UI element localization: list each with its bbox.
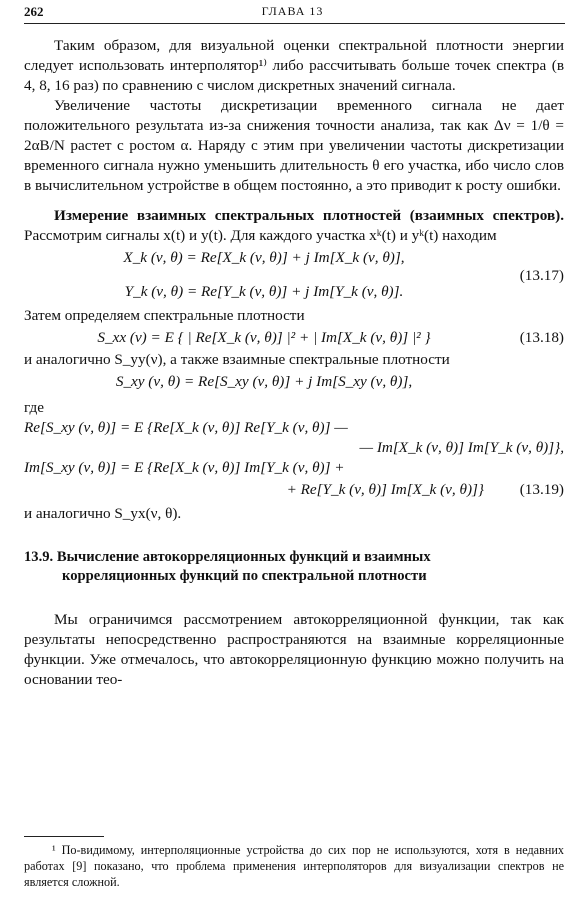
paragraph-5: и аналогично S_yy(ν), а также взаимные спектральные плотности (24, 351, 450, 368)
page-body (24, 36, 564, 690)
section-heading-line-1: 13.9. Вычисление автокорреляционных функций и взаимных (24, 549, 431, 565)
paragraph-3-heading: Измерение взаимных спектральных плотностей (взаимных спектров). (54, 207, 564, 224)
footnote (24, 842, 564, 890)
paragraph-6: где (24, 399, 44, 416)
section-heading (24, 548, 564, 586)
paragraph-1: Таким образом, для визуальной оценки спектральной плотности энергии следует использовать интерполятор¹⁾ либо рассчитывать больше точек спектра (в 4, 8, 16 раз) по сравнению с числом дискретных значений сигнала. (24, 37, 564, 94)
equation-13-18: S_xx (ν) = E { | Re[X_k (ν, θ)] |² + | Im[X_k (ν, θ)] |² } (13.18) (97, 329, 564, 346)
equation-13-19c: Im[S_xy (ν, θ)] = E {Re[X_k (ν, θ)] Im[Y_k (ν, θ)] + (24, 459, 345, 476)
equation-13-19d: + Re[Y_k (ν, θ)] Im[X_k (ν, θ)]} (13.19) (286, 481, 564, 498)
footnote-rule (24, 836, 104, 837)
page-header (24, 4, 561, 22)
section-heading-line-2: корреляционных функций по спектральной плотности (62, 568, 427, 584)
equation-13-19b: — Im[X_k (ν, θ)] Im[Y_k (ν, θ)]}, (359, 439, 564, 456)
equation-13-17b: Y_k (ν, θ) = Re[Y_k (ν, θ)] + j Im[Y_k (ν, θ)]. (124, 283, 404, 300)
equation-13-17a: X_k (ν, θ) = Re[X_k (ν, θ)] + j Im[X_k (ν, θ)], (123, 249, 405, 266)
paragraph-8: Мы ограничимся рассмотрением автокорреляционной функции, так как результаты непосредственно распространяются на взаимные корреляционные функции. Уже отмечалось, что автокорреляционную функцию можно получить на основании тео- (24, 611, 564, 688)
paragraph-4: Затем определяем спектральные плотности (24, 307, 305, 324)
paragraph-2: Увеличение частоты дискретизации временного сигнала не дает положительного результата из-за снижения точности анализа, так как Δν = 1/θ = 2αB/N растет с ростом α. Наряду с этим при увеличении частоты дискретизации временного сигнала нужно уменьшить длительность θ его участка, ибо число слов в вычислительном устройстве в общем постоянно, а это приводит к росту ошибки. (24, 97, 564, 194)
equation-13-17-number: (13.17) (519, 267, 564, 284)
paragraph-3-text: Рассмотрим сигналы x(t) и y(t). Для каждого участка xᵏ(t) и yᵏ(t) находим (24, 227, 497, 244)
equation-13-19a: Re[S_xy (ν, θ)] = E {Re[X_k (ν, θ)] Re[Y_k (ν, θ)] — (24, 419, 348, 436)
equation-sxy: S_xy (ν, θ) = Re[S_xy (ν, θ)] + j Im[S_xy (ν, θ)], (115, 373, 413, 390)
page-number: 262 (24, 4, 44, 19)
header-rule (24, 23, 565, 24)
paragraph-7: и аналогично S_yx(ν, θ). (24, 505, 182, 522)
paragraph-3 (24, 206, 564, 246)
chapter-title: ГЛАВА 13 (261, 4, 324, 18)
footnote-text: ¹ По-видимому, интерполяционные устройства до сих пор не используются, хотя в недавних работах [9] показано, что проблема применения интерполяторов для визуализации спектров не является сложной. (24, 843, 564, 889)
